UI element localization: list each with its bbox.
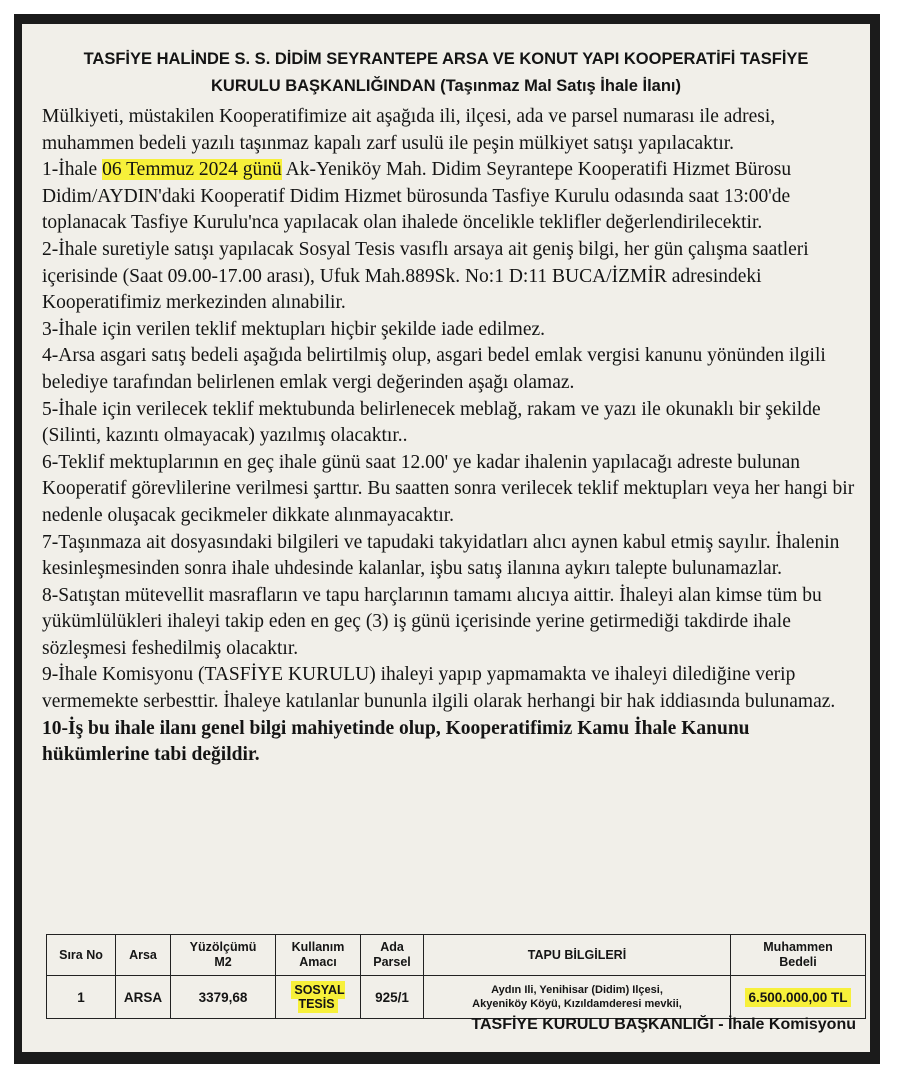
item-4: 4-Arsa asgari satış bedeli aşağıda belirtilmiş olup, asgari bedel emlak vergisi kanunu yönünden ilgili belediye tarafından belirlenen emlak vergi değerinden aşağı olamaz. [42, 345, 826, 393]
header-kullanim-line2: Amacı [299, 955, 337, 969]
cell-sira: 1 [47, 976, 116, 1019]
item-10: 10-İş bu ihale ilanı genel bilgi mahiyetinde olup, Kooperatifimiz Kamu İhale Kanunu hükümlerine tabi değildir. [42, 717, 750, 766]
item-5: 5-İhale için verilecek teklif mektubunda belirlenecek meblağ, rakam ve yazı ile okunaklı bir şekilde (Silinti, kazıntı olmayacak) yazılmış olacaktır.. [42, 398, 821, 447]
cell-tapu-line1: Aydın Ili, Yenihisar (Didim) Ilçesi, [491, 984, 663, 996]
cell-kullanim-line1: SOSYAL [294, 983, 345, 997]
header-arsa: Arsa [116, 935, 171, 976]
header-yuzolcumu-line1: Yüzölçümü [189, 940, 257, 954]
kullanim-highlight [291, 981, 344, 1013]
cell-tapu [424, 976, 731, 1019]
property-table [46, 934, 866, 1019]
cell-bedel [731, 976, 866, 1019]
header-bedel-line2: Bedeli [779, 955, 817, 969]
cell-kullanim-line2: TESİS [298, 997, 335, 1011]
item-7: 7-Taşınmaza ait dosyasındaki bilgileri ve tapudaki takyidatları alıcı aynen kabul etmiş sayılır. İhalenin kesinleşmesinden sonra ihale uhdesinde kalanlar, işbu satış ilanına aykırı talepte bulunamazlar. [42, 531, 840, 580]
item-8: 8-Satıştan mütevellit masrafların ve tapu harçlarının tamamı alıcıya aittir. İhaleyi alan kimse tüm bu yükümlülükleri ihaleyi takip eden en geç (3) iş günü içerisinde yerine getirmediği takdirde ihale sözleşmesi feshedilmiş olacaktır. [42, 584, 822, 659]
footer-text: TASFİYE KURULU BAŞKANLIĞI - İhale Komisyonu [471, 1016, 856, 1033]
item-1 [42, 157, 860, 237]
item-1-prefix: 1-İhale [42, 159, 103, 181]
header-bedel [731, 935, 866, 976]
table-header-row [47, 935, 866, 976]
notice-body [42, 104, 860, 769]
item-3: 3-İhale için verilen teklif mektupları hiçbir şekilde iade edilmez. [42, 318, 546, 340]
cell-ada: 925/1 [361, 976, 424, 1019]
header-bedel-line1: Muhammen [763, 940, 833, 954]
item-2: 2-İhale suretiyle satışı yapılacak Sosyal Tesis vasıflı arsaya ait geniş bilgi, her gün çalışma saatleri içerisinde (Saat 09.00-17.00 arası), Ufuk Mah.889Sk. No:1 D:11 BUCA/İZMİR adresindeki Kooperatifimiz merkezinden alınabilir. [42, 238, 809, 314]
cell-tapu-line2: Akyeniköy Köyü, Kızıldamderesi mevkii, [472, 998, 682, 1010]
item-9: 9-İhale Komisyonu (TASFİYE KURULU) ihaleyi yapıp yapmamakta ve ihaleyi dilediğine verip vermemekte serbesttir. İhaleye katılanlar bununla ilgili olarak herhangi bir hak iddiasında bulunamaz. [42, 664, 836, 713]
item-1-text: Ak-Yeniköy Mah. Didim Seyrantepe Kooperatifi Hizmet Bürosu Didim/AYDIN'daki Kooperatif Didim Hizmet bürosunda Tasfiye Kurulu odasında saat 13:00'de toplanacak Tasfiye Kurulu'nca yapılacak olan ihalede öncelikle teklifler değerlendirilecektir. [42, 159, 792, 234]
notice-paper [22, 24, 870, 1052]
notice-title [62, 46, 830, 100]
title-line-1: TASFİYE HALİNDE S. S. DİDİM SEYRANTEPE ARSA VE KONUT YAPI KOOPERATİFİ TASFİYE [83, 50, 809, 68]
intro-paragraph: Mülkiyeti, müstakilen Kooperatifimize ait aşağıda ili, ilçesi, ada ve parsel numarası ile adresi, muhammen bedeli yazılı taşınmaz kapalı zarf usulü ile peşin mülkiyet satışı yapılacaktır. [42, 106, 776, 154]
auction-date-highlight: 06 Temmuz 2024 günü [102, 159, 282, 181]
header-ada-line1: Ada [380, 940, 404, 954]
header-tapu: TAPU BİLGİLERİ [424, 935, 731, 976]
header-ada-line2: Parsel [373, 955, 411, 969]
header-ada-parsel [361, 935, 424, 976]
header-sira: Sıra No [47, 935, 116, 976]
cell-yuzolcumu: 3379,68 [171, 976, 276, 1019]
item-6: 6-Teklif mektuplarının en geç ihale günü saat 12.00' ye kadar ihalenin yapılacağı adreste bulunan Kooperatif görevlilerine verilmesi şarttır. Bu saatten sonra verilecek teklif mektupları veya her hangi bir nedenle oluşacak gecikmeler dikkate alınmayacaktır. [42, 451, 855, 526]
title-line-2: KURULU BAŞKANLIĞINDAN (Taşınmaz Mal Satış İhale İlanı) [210, 77, 681, 95]
cell-arsa: ARSA [116, 976, 171, 1019]
header-kullanim [276, 935, 361, 976]
cell-kullanim [276, 976, 361, 1019]
header-kullanim-line1: Kullanım [291, 940, 345, 954]
bedel-highlight: 6.500.000,00 TL [745, 988, 850, 1007]
header-yuzolcumu [171, 935, 276, 976]
header-yuzolcumu-line2: M2 [214, 955, 232, 969]
footer-signature [22, 1016, 870, 1034]
table-row [47, 976, 866, 1019]
